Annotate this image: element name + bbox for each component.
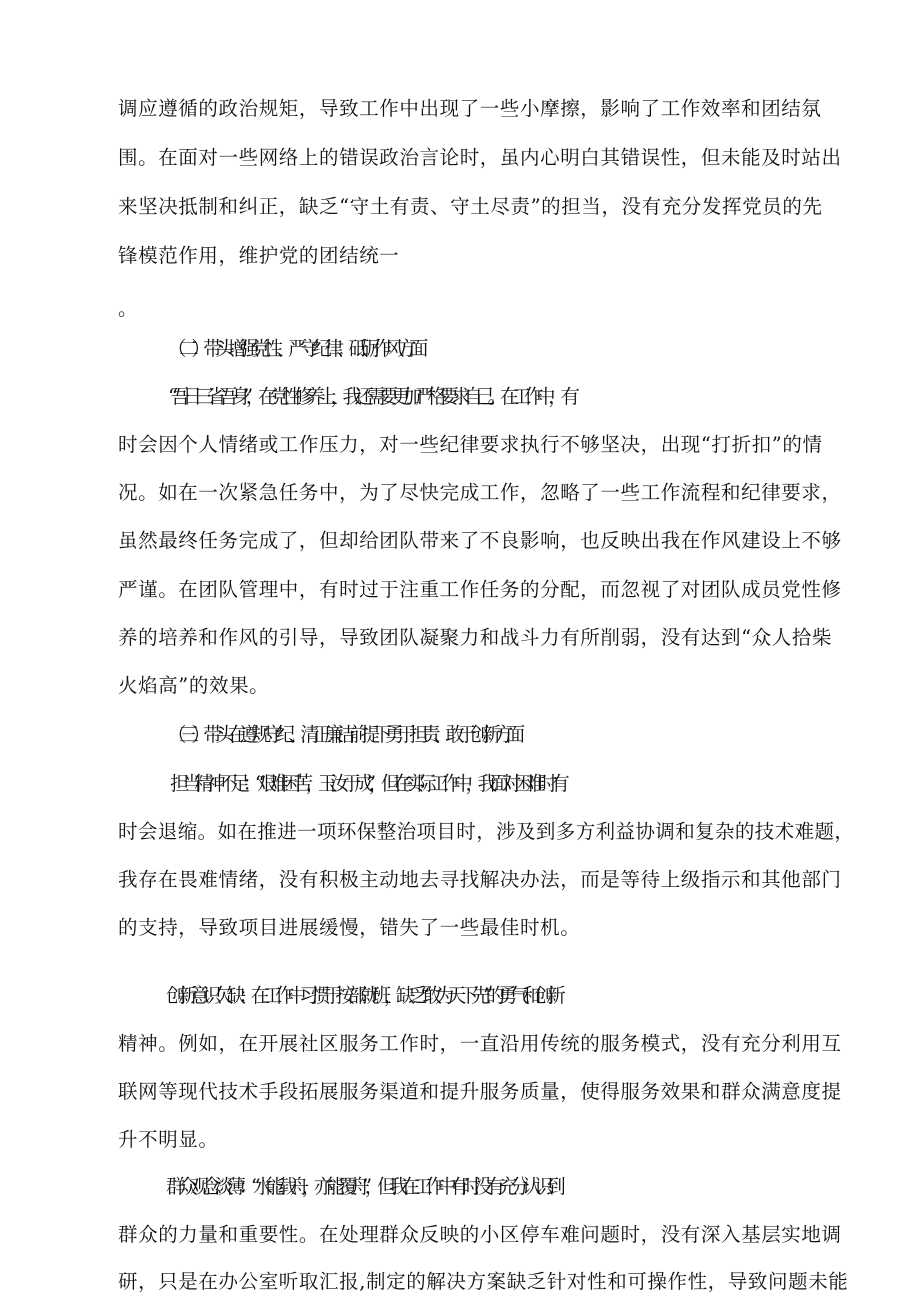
text-line: 升不明显。	[118, 1128, 219, 1151]
text-line: 研，只是在办公室听取汇报,制定的解决方案缺乏针对性和可操作性，导致问题未能	[118, 1270, 849, 1293]
text-line: 精神。例如，在开展社区服务工作时，一直沿用传统的服务模式，没有充分利用互	[118, 1032, 842, 1055]
text-line: 调应遵循的政治规矩，导致工作中出现了一些小摩擦，影响了工作效率和团结氛	[118, 97, 822, 120]
text-line: 的支持，导致项目进展缓慢，错失了一些最佳时机。	[118, 916, 581, 939]
text-line: 养的培养和作风的引导，导致团队凝聚力和战斗力有所削弱，没有达到“众人拾柴	[118, 626, 833, 649]
text-line: 联网等现代技术手段拓展服务渠道和提升服务质量，使得服务效果和群众满意度提	[118, 1080, 842, 1103]
section-heading-3: （三）带头在遵规守纪、清正廉洁前提下勇于担责、敢于创新方面	[167, 723, 518, 746]
text-line: 群众的力量和重要性。在处理群众反映的小区停车难问题时，没有深入基层实地调	[118, 1223, 842, 1246]
paragraph-start: “吾日三省吾身”，在党性修养上，我还需要更加严格要求自己。在工作中，有	[168, 385, 573, 408]
text-line: 来坚决抵制和纠正，缺乏“守土有责、守土尽责”的担当，没有充分发挥党员的先	[118, 195, 823, 218]
text-line: 锋模范作用，维护党的团结统一	[118, 244, 400, 267]
text-line: 虽然最终任务完成了，但却给团队带来了不良影响，也反映出我在作风建设上不够	[118, 529, 842, 552]
paragraph-start: 担当精神不足：“艰难困苦，玉汝于成”，但在实际工作中，我面对困难时有	[170, 772, 563, 795]
section-heading-2: （二）带头增强党性、严守纪律、砥砺作风方面	[167, 337, 422, 360]
text-line: 火焰高”的效果。	[118, 674, 270, 697]
text-line: 严谨。在团队管理中，有时过于注重工作任务的分配，而忽视了对团队成员党性修	[118, 578, 842, 601]
text-line: 况。如在一次紧急任务中，为了尽快完成工作，忽略了一些工作流程和纪律要求，	[118, 481, 842, 504]
text-line: 时会退缩。如在推进一项环保整治项目时，涉及到多方利益协调和复杂的技术难题，	[118, 820, 855, 843]
text-line: 。	[118, 297, 139, 320]
paragraph-start: 群众观念淡薄：“水能载舟，亦能覆舟”，但我在工作中有时没有充分认识到	[166, 1175, 559, 1198]
text-line: 围。在面对一些网络上的错误政治言论时，虽内心明白其错误性，但未能及时站出	[118, 146, 842, 169]
text-line: 时会因个人情绪或工作压力，对一些纪律要求执行不够坚决，出现“打折扣”的情	[118, 433, 823, 456]
paragraph-start: 创新意识欠缺：在工作中习惯于按部就班，缺乏“敢为天下先”的勇气和创新	[166, 984, 559, 1007]
text-line: 我存在畏难情绪，没有积极主动地去寻找解决办法，而是等待上级指示和其他部门	[118, 868, 842, 891]
